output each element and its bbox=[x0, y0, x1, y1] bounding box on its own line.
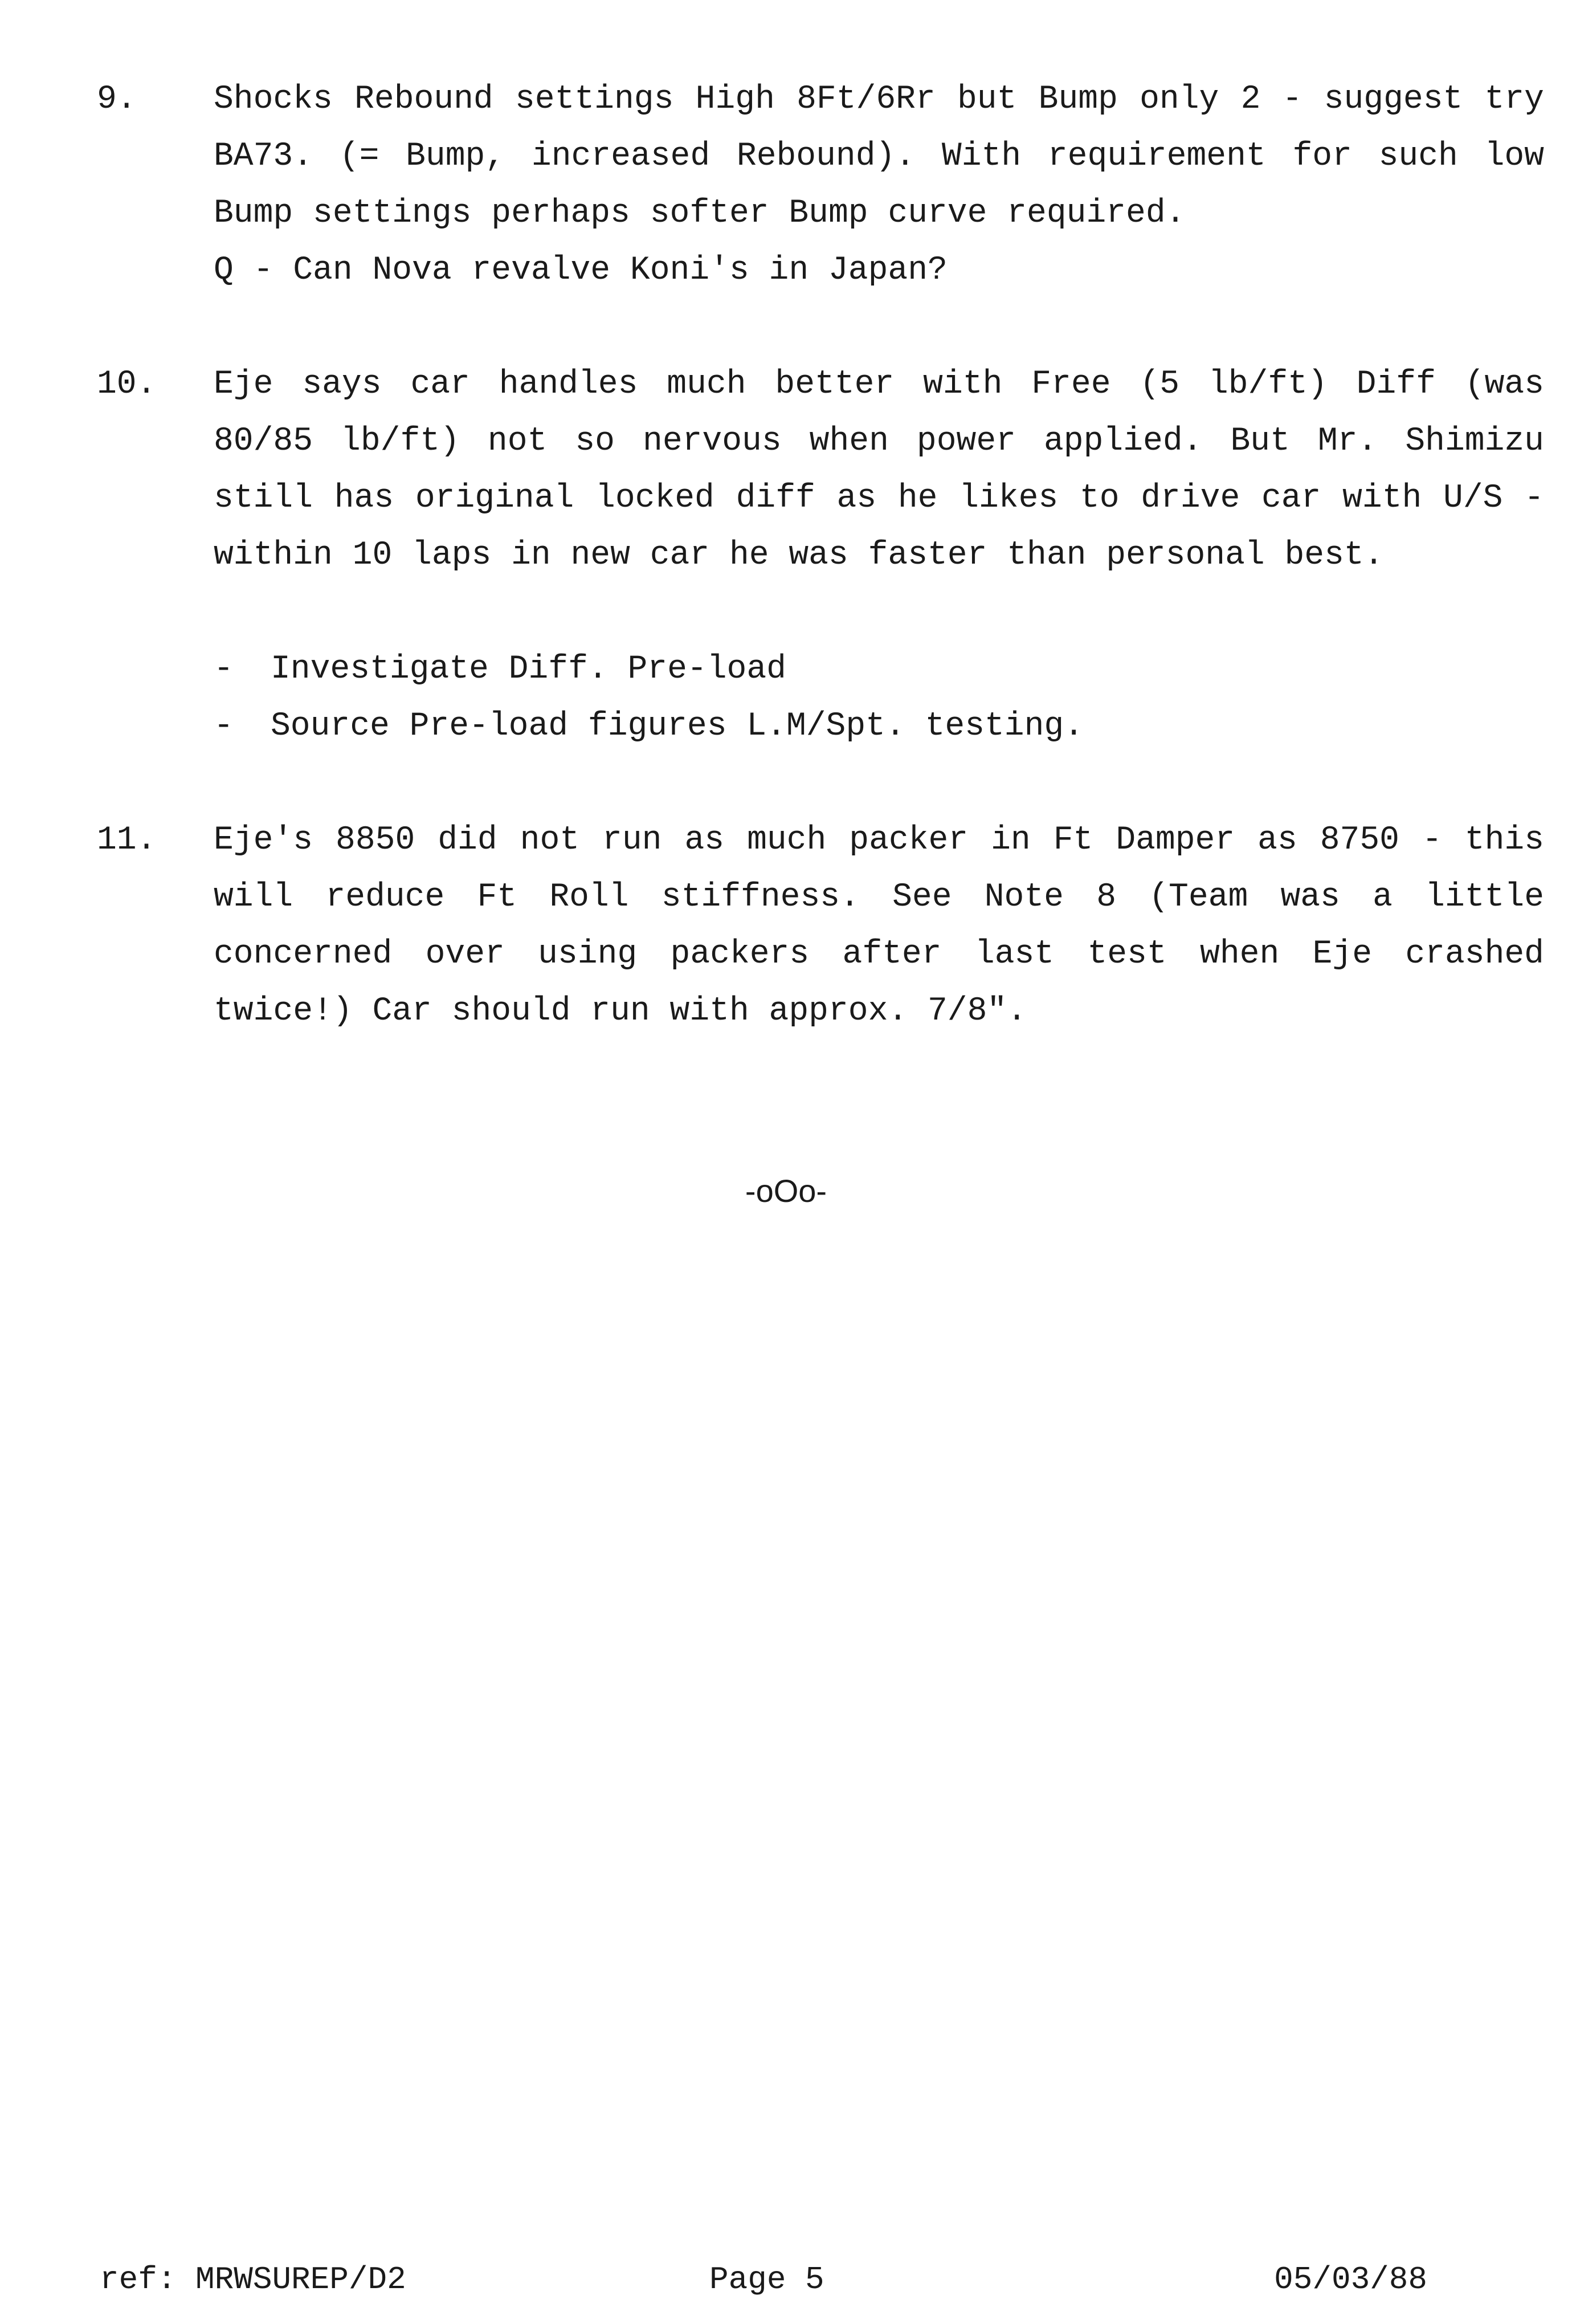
bullet-dash: - bbox=[214, 651, 234, 688]
note-body bbox=[214, 812, 1544, 1040]
note-paragraph: Q - Can Nova revalve Koni's in Japan? bbox=[214, 252, 948, 289]
note-number: 9. bbox=[97, 81, 137, 118]
note-body bbox=[214, 71, 1544, 299]
bullet-text: Source Pre-load figures L.M/Spt. testing. bbox=[271, 708, 1084, 745]
bullet-item bbox=[214, 641, 1544, 698]
page-footer bbox=[100, 2251, 1427, 2308]
end-mark: -oOo- bbox=[745, 1173, 827, 1209]
note-paragraph: Shocks Rebound settings High 8Ft/6Rr but Bump only 2 - suggest try BA73. (= Bump, increased Rebound). With requirement for such low Bump settings perhaps softer Bump curve required. bbox=[214, 81, 1544, 232]
bullet-text: Investigate Diff. Pre-load bbox=[271, 651, 786, 688]
footer-date: 05/03/88 bbox=[1274, 2261, 1427, 2298]
bullet-item bbox=[214, 698, 1544, 755]
bullet-list bbox=[214, 641, 1544, 755]
footer-reference: ref: MRWSUREP/D2 bbox=[100, 2261, 406, 2298]
note-paragraph: Eje's 8850 did not run as much packer in Ft Damper as 8750 - this will reduce Ft Roll stiffness. See Note 8 (Team was a little concerned over using packers after last test when Eje crashed twice!) Car should run with approx. 7/8". bbox=[214, 822, 1544, 1030]
note-paragraph: Eje says car handles much better with Free (5 lb/ft) Diff (was 80/85 lb/ft) not so nervous when power applied. But Mr. Shimizu still has original locked diff as he likes to drive car with U/S - within 10 laps in new car he was faster than personal best. bbox=[214, 366, 1544, 574]
bullet-dash: - bbox=[214, 708, 234, 745]
footer-page-number: Page 5 bbox=[709, 2261, 824, 2298]
note-number: 10. bbox=[97, 366, 157, 403]
note-body bbox=[214, 356, 1544, 755]
note-number: 11. bbox=[97, 822, 157, 859]
